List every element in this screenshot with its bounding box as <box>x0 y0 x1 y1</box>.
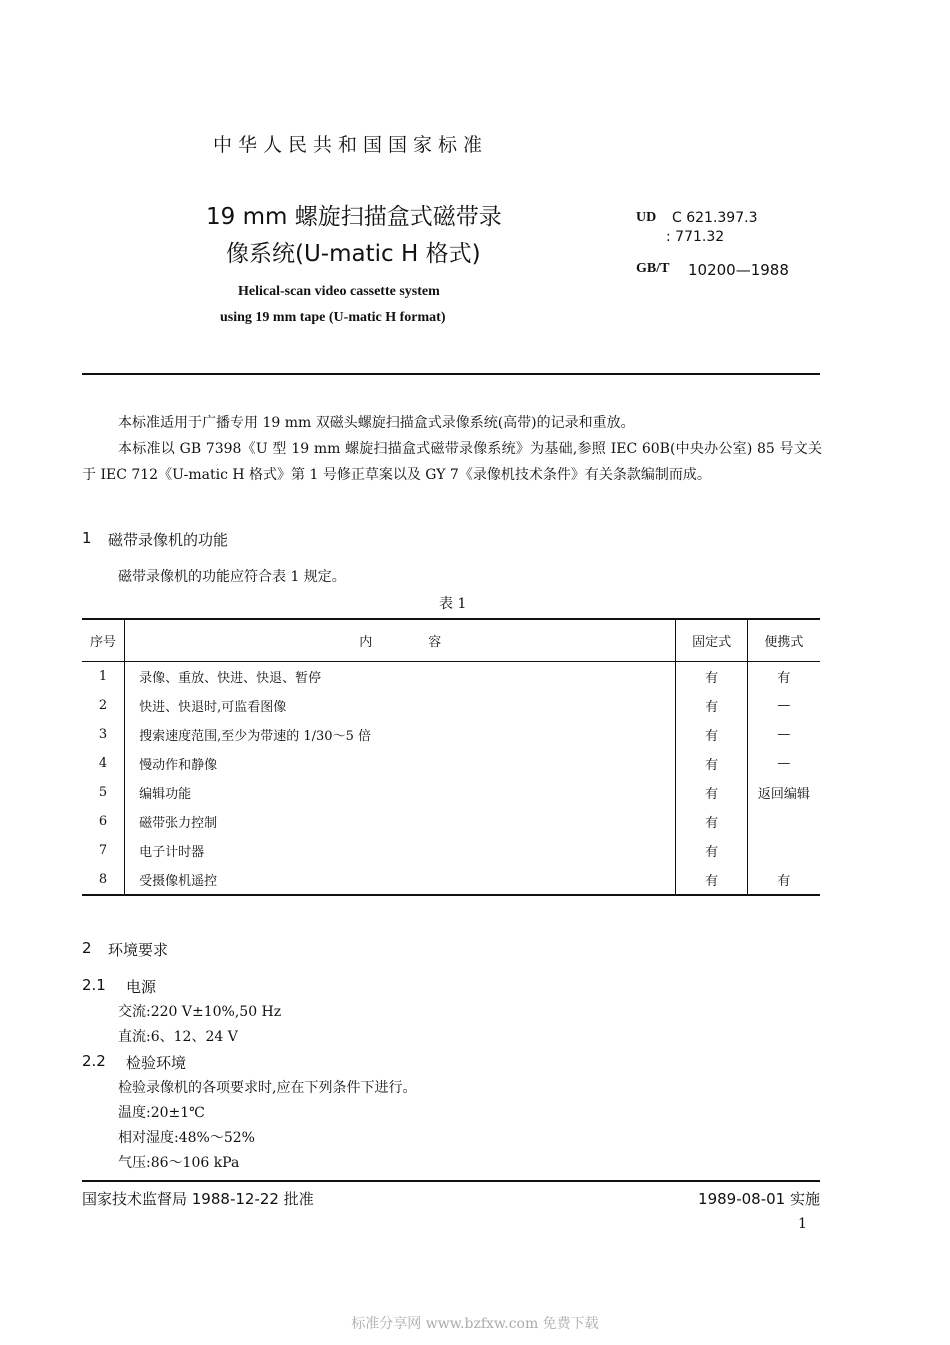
page-number: 1 <box>798 1216 807 1232</box>
section2-title: 环境要求 <box>108 941 169 959</box>
cell-fixed: 有 <box>676 865 747 895</box>
power-dc: 直流:6、12、24 V <box>118 1029 238 1045</box>
cell-content: 搜索速度范围,至少为带速的 1/30～5 倍 <box>125 720 676 749</box>
cell-portable: — <box>747 749 820 778</box>
cell-index: 7 <box>98 843 108 858</box>
function-table <box>82 618 820 896</box>
header-portable: 便携式 <box>747 619 820 662</box>
header-index: 序号 <box>82 619 125 662</box>
cell-content: 快进、快退时,可监看图像 <box>125 691 676 720</box>
cell-fixed: 有 <box>676 720 747 749</box>
table-row <box>82 865 820 895</box>
table-row <box>82 662 820 692</box>
title-cn-line2: 像系统(U-matic H 格式) <box>226 241 481 267</box>
cell-index: 1 <box>98 669 108 684</box>
cell-portable: — <box>747 720 820 749</box>
table-header-row <box>82 619 820 662</box>
table-row <box>82 807 820 836</box>
cell-content: 录像、重放、快进、快退、暂停 <box>125 662 676 692</box>
national-standard-heading: 中华人民共和国国家标准 <box>213 134 489 156</box>
cell-portable: 有 <box>747 662 820 692</box>
title-en-line1: Helical-scan video cassette system <box>238 284 440 299</box>
section2-number: 2 <box>82 939 92 957</box>
cell-fixed: 有 <box>676 662 747 692</box>
cell-index: 4 <box>98 756 108 771</box>
cell-index: 2 <box>98 698 108 713</box>
cell-index: 3 <box>98 727 108 742</box>
cell-portable <box>747 836 820 865</box>
cell-index: 5 <box>98 785 108 800</box>
section2-1-title: 电源 <box>126 978 157 996</box>
table-row <box>82 720 820 749</box>
table-caption: 表 1 <box>439 596 467 612</box>
power-ac: 交流:220 V±10%,50 Hz <box>118 1004 282 1020</box>
gbt-label: GB/T <box>636 261 670 276</box>
watermark: 标准分享网 www.bzfxw.com 免费下载 <box>351 1316 599 1332</box>
table-row <box>82 778 820 807</box>
title-cn-line1: 19 mm 螺旋扫描盒式磁带录 <box>206 204 502 230</box>
gbt-number: 10200—1988 <box>688 261 789 279</box>
udc-code: C 621.397.3 <box>672 210 758 226</box>
table-row <box>82 836 820 865</box>
cell-portable: 返回编辑 <box>747 778 820 807</box>
cell-content: 电子计时器 <box>125 836 676 865</box>
header-content-label: 内容 <box>359 635 498 650</box>
table-row <box>82 749 820 778</box>
env-temperature: 温度:20±1℃ <box>118 1105 205 1121</box>
header-fixed: 固定式 <box>676 619 747 662</box>
cell-portable: — <box>747 691 820 720</box>
cell-fixed: 有 <box>676 778 747 807</box>
env-humidity: 相对湿度:48%～52% <box>118 1130 255 1146</box>
section1-number: 1 <box>82 529 92 547</box>
cell-content: 编辑功能 <box>125 778 676 807</box>
section2-2-number: 2.2 <box>82 1052 106 1070</box>
cell-content: 磁带张力控制 <box>125 807 676 836</box>
env-pressure: 气压:86～106 kPa <box>118 1155 240 1171</box>
env-intro: 检验录像机的各项要求时,应在下列条件下进行。 <box>118 1080 417 1096</box>
title-en-line2: using 19 mm tape (U-matic H format) <box>220 310 446 325</box>
cell-portable <box>747 807 820 836</box>
intro-paragraph-1: 本标准适用于广播专用 19 mm 双磁头螺旋扫描盒式录像系统(高带)的记录和重放。 <box>118 415 635 431</box>
intro-paragraph-2: 本标准以 GB 7398《U 型 19 mm 螺旋扫描盒式磁带录像系统》为基础,参照 IEC 60B(中央办公室) 85 号文关于 IEC 712《U-matic H 格式》第 1 号修正草案以及 GY 7《录像机技术条件》有关条款编制而成。 <box>82 441 822 483</box>
footer-divider <box>82 1180 820 1182</box>
table-row <box>82 691 820 720</box>
cell-fixed: 有 <box>676 807 747 836</box>
cell-index: 8 <box>82 865 125 895</box>
table-body <box>82 662 820 896</box>
cell-content: 受摄像机遥控 <box>125 865 676 895</box>
section1-title: 磁带录像机的功能 <box>108 531 229 549</box>
cell-fixed: 有 <box>676 691 747 720</box>
cell-fixed: 有 <box>676 836 747 865</box>
udc-label: UD <box>636 210 657 225</box>
header-content <box>125 619 676 662</box>
section2-2-title: 检验环境 <box>126 1054 187 1072</box>
cell-index: 6 <box>98 814 108 829</box>
cell-fixed: 有 <box>676 749 747 778</box>
header-divider <box>82 373 820 375</box>
udc-code-continued: : 771.32 <box>666 229 725 245</box>
cell-portable: 有 <box>747 865 820 895</box>
section1-text: 磁带录像机的功能应符合表 1 规定。 <box>118 569 346 585</box>
section2-1-number: 2.1 <box>82 976 106 994</box>
approval-line: 国家技术监督局 1988-12-22 批准 <box>82 1190 314 1208</box>
cell-content: 慢动作和静像 <box>125 749 676 778</box>
implementation-line: 1989-08-01 实施 <box>698 1190 820 1208</box>
